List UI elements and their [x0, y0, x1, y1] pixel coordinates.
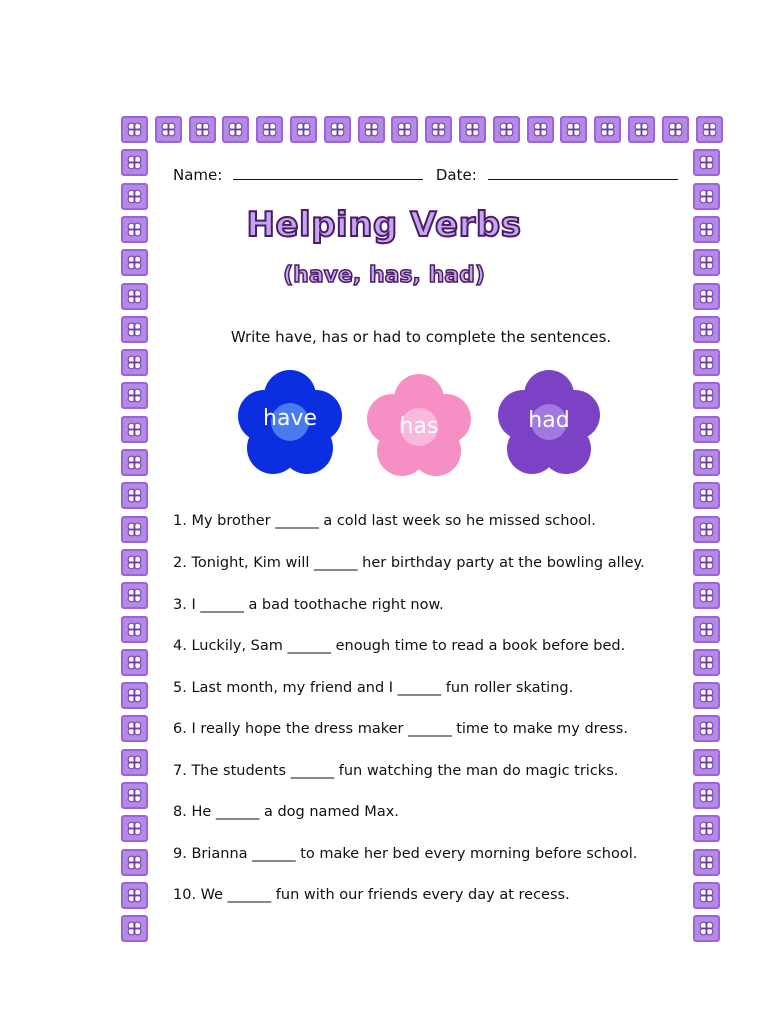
border-tile [256, 116, 283, 143]
four-leaf-clover-icon [599, 121, 616, 138]
border-tile [693, 549, 720, 576]
four-leaf-clover-icon [698, 454, 715, 471]
border-tile [693, 649, 720, 676]
border-tile [358, 116, 385, 143]
four-leaf-clover-icon [126, 787, 143, 804]
border-tile [594, 116, 621, 143]
four-leaf-clover-icon [464, 121, 481, 138]
border-tile [391, 116, 418, 143]
four-leaf-clover-icon [126, 121, 143, 138]
border-tile [693, 882, 720, 909]
four-leaf-clover-icon [698, 820, 715, 837]
four-leaf-clover-icon [698, 188, 715, 205]
border-tile [290, 116, 317, 143]
four-leaf-clover-icon [126, 587, 143, 604]
sentence-1: 1. My brother ______ a cold last week so he missed school. [173, 513, 596, 529]
four-leaf-clover-icon [698, 154, 715, 171]
border-tile [693, 849, 720, 876]
sentence-8: 8. He ______ a dog named Max. [173, 804, 399, 820]
border-tile [222, 116, 249, 143]
instructions: Write have, has or had to complete the sentences. [230, 328, 612, 346]
border-tile [693, 382, 720, 409]
page-title: Helping Verbs [246, 205, 522, 245]
four-leaf-clover-icon [261, 121, 278, 138]
border-tile [693, 516, 720, 543]
border-tile [121, 549, 148, 576]
border-tile [693, 349, 720, 376]
sentence-2: 2. Tonight, Kim will ______ her birthday party at the bowling alley. [173, 555, 645, 571]
border-tile [693, 749, 720, 776]
sentence-5: 5. Last month, my friend and I ______ fun roller skating. [173, 680, 574, 696]
four-leaf-clover-icon [126, 454, 143, 471]
four-leaf-clover-icon [396, 121, 413, 138]
four-leaf-clover-icon [227, 121, 244, 138]
border-tile [121, 915, 148, 942]
border-tile [693, 815, 720, 842]
four-leaf-clover-icon [160, 121, 177, 138]
border-tile [121, 582, 148, 609]
border-tile [121, 382, 148, 409]
four-leaf-clover-icon [532, 121, 549, 138]
border-tile [693, 682, 720, 709]
four-leaf-clover-icon [126, 487, 143, 504]
sentence-4: 4. Luckily, Sam ______ enough time to read a book before bed. [173, 638, 626, 654]
border-tile [121, 682, 148, 709]
four-leaf-clover-icon [126, 621, 143, 638]
border-tile [693, 149, 720, 176]
four-leaf-clover-icon [126, 887, 143, 904]
border-tile [459, 116, 486, 143]
border-tile [121, 449, 148, 476]
border-tile [121, 849, 148, 876]
border-tile [693, 582, 720, 609]
border-tile [121, 715, 148, 742]
four-leaf-clover-icon [126, 354, 143, 371]
page-subtitle: (have, has, had) [283, 263, 485, 288]
four-leaf-clover-icon [126, 387, 143, 404]
border-tile [628, 116, 655, 143]
four-leaf-clover-icon [698, 654, 715, 671]
four-leaf-clover-icon [698, 587, 715, 604]
four-leaf-clover-icon [698, 720, 715, 737]
border-tile [121, 416, 148, 443]
border-tile [662, 116, 689, 143]
border-tile [121, 116, 148, 143]
border-tile [121, 649, 148, 676]
four-leaf-clover-icon [126, 421, 143, 438]
border-tile [121, 882, 148, 909]
border-tile [121, 149, 148, 176]
four-leaf-clover-icon [698, 288, 715, 305]
flower-word-has: has [399, 414, 439, 439]
border-tile [693, 616, 720, 643]
border-tile [155, 116, 182, 143]
border-tile [696, 116, 723, 143]
four-leaf-clover-icon [633, 121, 650, 138]
border-tile [121, 782, 148, 809]
four-leaf-clover-icon [126, 754, 143, 771]
border-tile [121, 516, 148, 543]
flower-had [496, 368, 602, 478]
four-leaf-clover-icon [126, 820, 143, 837]
four-leaf-clover-icon [698, 521, 715, 538]
border-tile [324, 116, 351, 143]
border-tile [693, 782, 720, 809]
flower-have [236, 368, 344, 476]
border-tile [493, 116, 520, 143]
border-tile [189, 116, 216, 143]
flower-has [364, 372, 474, 478]
border-tile [693, 715, 720, 742]
name-label: Name: [173, 166, 223, 184]
four-leaf-clover-icon [698, 854, 715, 871]
four-leaf-clover-icon [126, 720, 143, 737]
name-blank[interactable] [233, 166, 423, 180]
sentence-10: 10. We ______ fun with our friends every day at recess. [173, 887, 570, 903]
border-tile [121, 349, 148, 376]
four-leaf-clover-icon [698, 487, 715, 504]
sentence-7: 7. The students ______ fun watching the man do magic tricks. [173, 763, 619, 779]
four-leaf-clover-icon [329, 121, 346, 138]
name-date-line [173, 166, 678, 184]
four-leaf-clover-icon [698, 920, 715, 937]
four-leaf-clover-icon [126, 654, 143, 671]
border-tile [693, 915, 720, 942]
four-leaf-clover-icon [126, 687, 143, 704]
four-leaf-clover-icon [667, 121, 684, 138]
border-tile [121, 749, 148, 776]
four-leaf-clover-icon [126, 288, 143, 305]
four-leaf-clover-icon [498, 121, 515, 138]
four-leaf-clover-icon [701, 121, 718, 138]
border-tile [121, 616, 148, 643]
four-leaf-clover-icon [698, 387, 715, 404]
four-leaf-clover-icon [698, 754, 715, 771]
four-leaf-clover-icon [698, 621, 715, 638]
four-leaf-clover-icon [430, 121, 447, 138]
border-tile [560, 116, 587, 143]
border-tile [693, 449, 720, 476]
border-tile [121, 482, 148, 509]
four-leaf-clover-icon [126, 154, 143, 171]
four-leaf-clover-icon [363, 121, 380, 138]
sentence-6: 6. I really hope the dress maker ______ time to make my dress. [173, 721, 628, 737]
four-leaf-clover-icon [698, 787, 715, 804]
border-tile [425, 116, 452, 143]
four-leaf-clover-icon [698, 554, 715, 571]
four-leaf-clover-icon [126, 920, 143, 937]
date-label: Date: [435, 166, 477, 184]
four-leaf-clover-icon [295, 121, 312, 138]
border-tile [693, 482, 720, 509]
date-blank[interactable] [488, 166, 678, 180]
four-leaf-clover-icon [698, 887, 715, 904]
border-tile [121, 815, 148, 842]
four-leaf-clover-icon [698, 421, 715, 438]
four-leaf-clover-icon [126, 521, 143, 538]
border-tile [693, 416, 720, 443]
four-leaf-clover-icon [698, 354, 715, 371]
flower-word-have: have [263, 406, 317, 431]
sentence-9: 9. Brianna ______ to make her bed every morning before school. [173, 846, 638, 862]
sentence-3: 3. I ______ a bad toothache right now. [173, 597, 444, 613]
flower-word-had: had [528, 408, 570, 433]
four-leaf-clover-icon [126, 188, 143, 205]
four-leaf-clover-icon [126, 854, 143, 871]
four-leaf-clover-icon [565, 121, 582, 138]
border-tile [527, 116, 554, 143]
four-leaf-clover-icon [126, 554, 143, 571]
four-leaf-clover-icon [194, 121, 211, 138]
four-leaf-clover-icon [698, 687, 715, 704]
